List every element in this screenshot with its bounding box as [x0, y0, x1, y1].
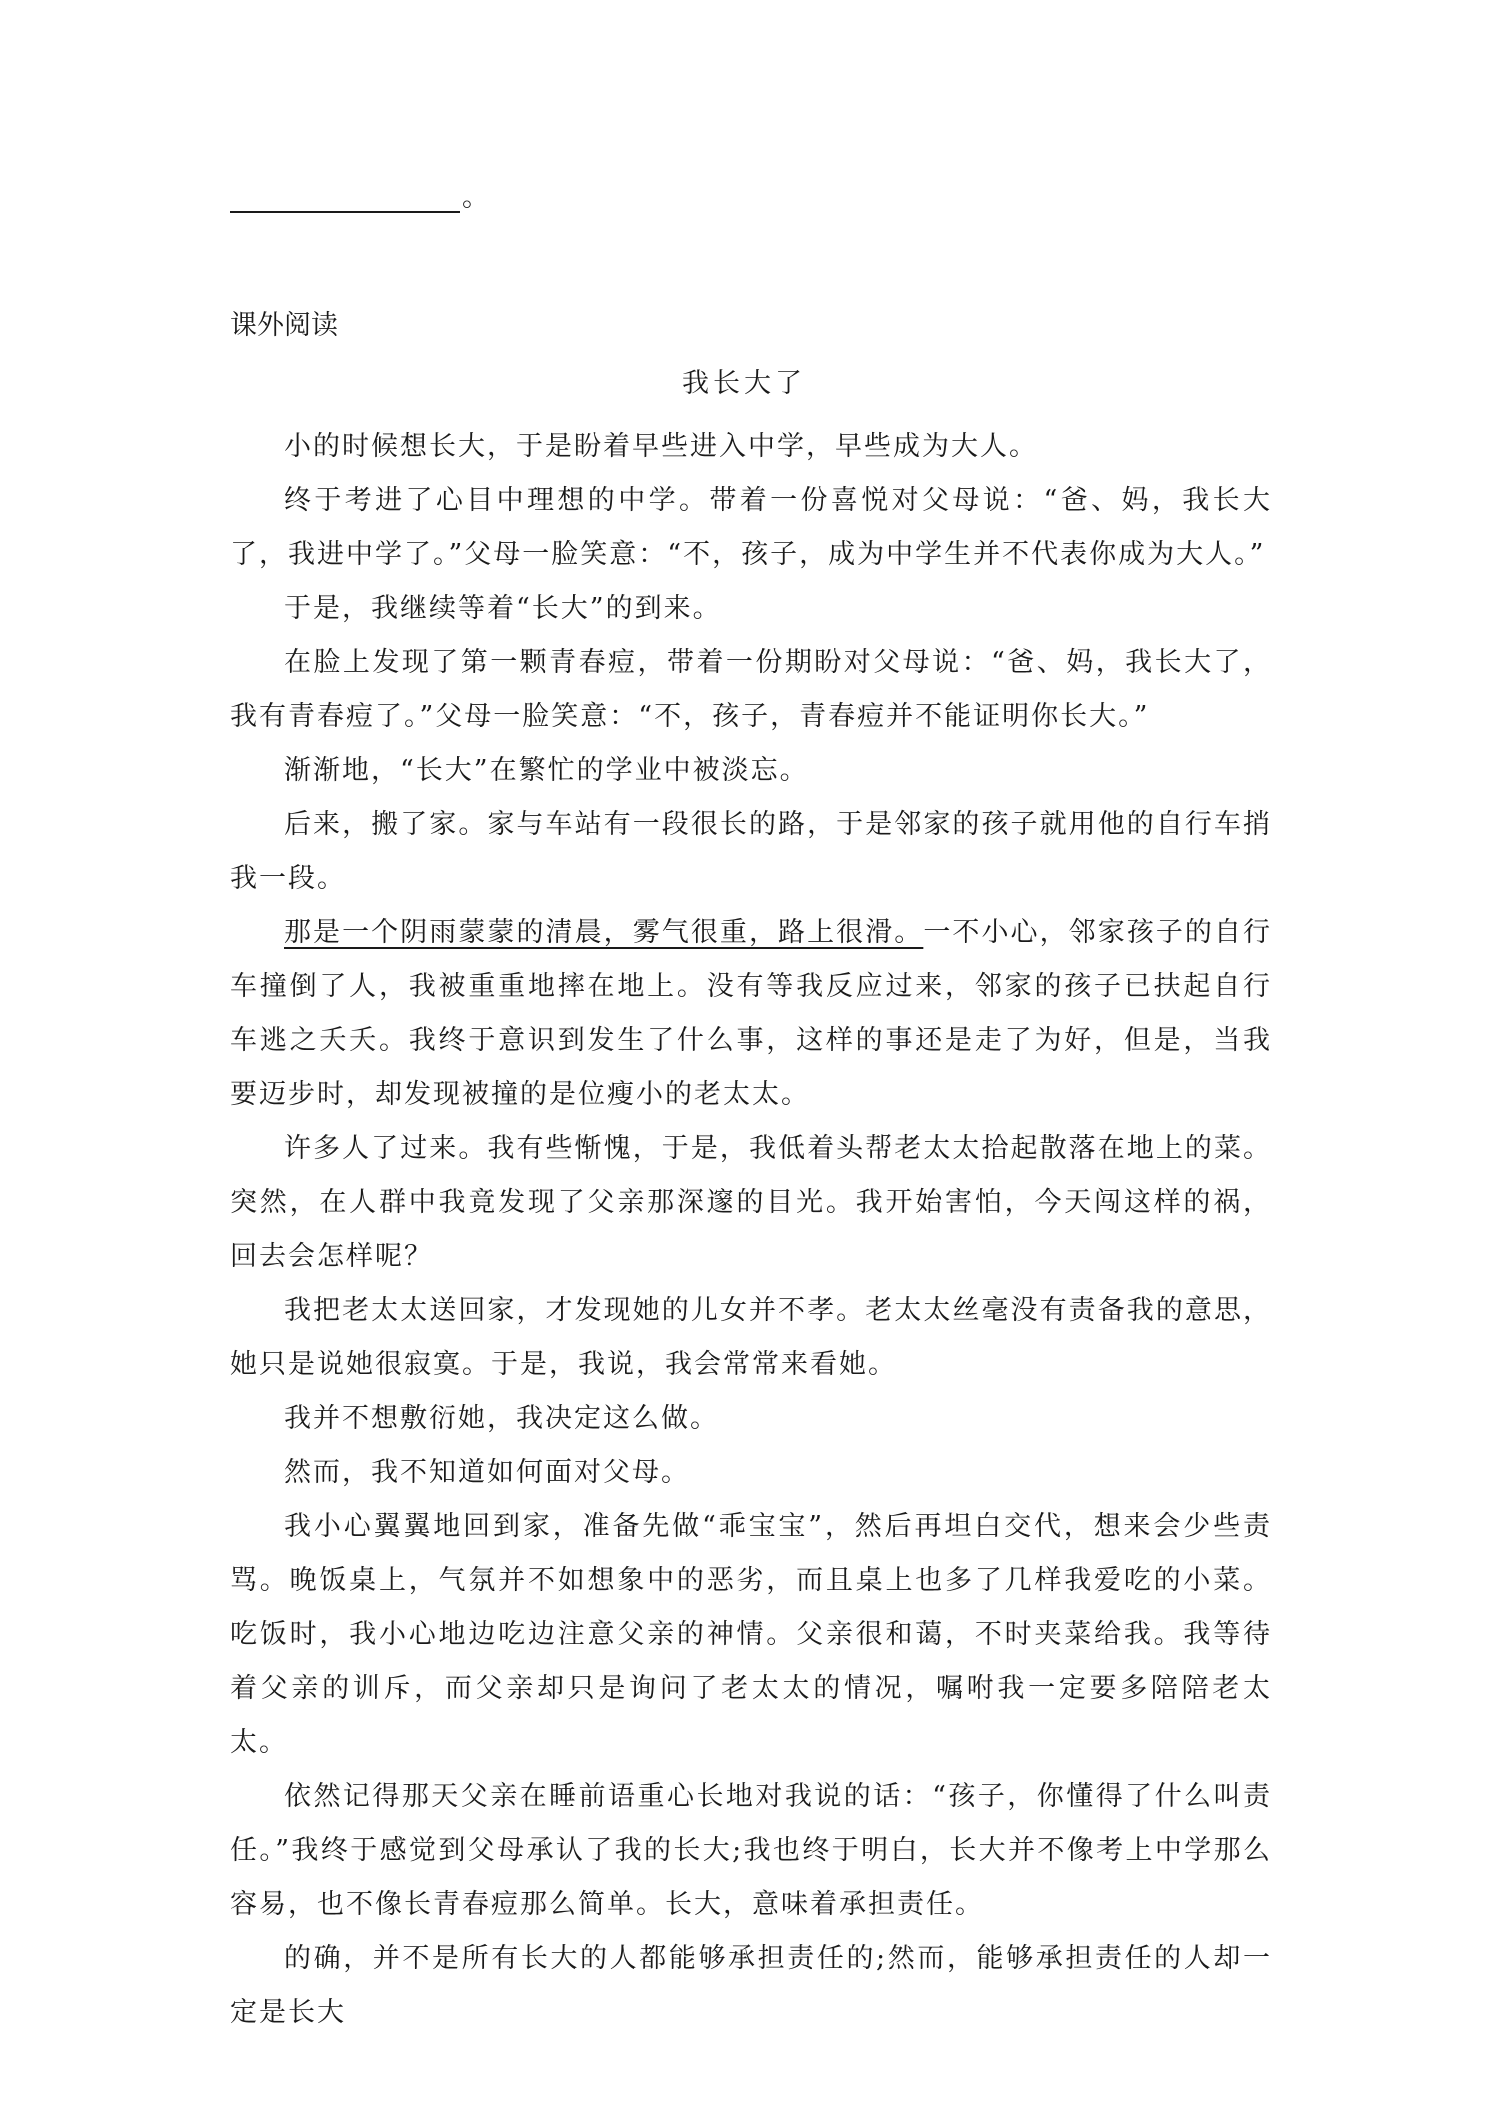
underlined-sentence: 那是一个阴雨蒙蒙的清晨，雾气很重，路上很滑。 — [284, 917, 924, 948]
paragraph: 我把老太太送回家，才发现她的儿女并不孝。老太太丝毫没有责备我的意思，她只是说她很寂寞。于是，我说，我会常常来看她。 — [230, 1295, 1272, 1380]
paragraph: 许多人了过来。我有些惭愧，于是，我低着头帮老太太拾起散落在地上的菜。突然，在人群中我竟发现了父亲那深邃的目光。我开始害怕，今天闯这样的祸，回去会怎样呢？ — [230, 1133, 1272, 1272]
paragraph: 我并不想敷衍她，我决定这么做。 — [284, 1403, 719, 1434]
paragraph: 依然记得那天父亲在睡前语重心长地对我说的话：“孩子，你懂得了什么叫责任。”我终于感觉到父母承认了我的长大;我也终于明白，长大并不像考上中学那么容易，也不像长青春痘那么简单。长大，意味着承担责任。 — [230, 1781, 1272, 1920]
paragraph: 的确，并不是所有长大的人都能够承担责任的;然而，能够承担责任的人却一定是长大 — [230, 1943, 1272, 2028]
paragraph: 后来，搬了家。家与车站有一段很长的路，于是邻家的孩子就用他的自行车捎我一段。 — [230, 809, 1272, 894]
section-label: 课外阅读 — [230, 310, 338, 341]
paragraph: 小的时候想长大，于是盼着早些进入中学，早些成为大人。 — [284, 431, 1038, 462]
paragraph: 于是，我继续等着“长大”的到来。 — [284, 593, 722, 624]
answer-blank-rule — [230, 187, 460, 213]
paragraph: 然而，我不知道如何面对父母。 — [284, 1457, 690, 1488]
paragraph: 渐渐地，“长大”在繁忙的学业中被淡忘。 — [284, 755, 809, 786]
paragraph: 那是一个阴雨蒙蒙的清晨，雾气很重，路上很滑。一不小心，邻家孩子的自行车撞倒了人，我被重重地摔在地上。没有等我反应过来，邻家的孩子已扶起自行车逃之夭夭。我终于意识到发生了什么事，这样的事还是走了为好，但是，当我要迈步时，却发现被撞的是位瘦小的老太太。 — [230, 917, 1273, 1110]
article-title: 我长大了 — [682, 368, 806, 399]
paragraph: 我小心翼翼地回到家，准备先做“乖宝宝”，然后再坦白交代，想来会少些责骂。晚饭桌上，气氛并不如想象中的恶劣，而且桌上也多了几样我爱吃的小菜。吃饭时，我小心地边吃边注意父亲的神情。父亲很和蔼，不时夹菜给我。我等待着父亲的训斥，而父亲却只是询问了老太太的情况，嘱咐我一定要多陪陪老太太。 — [230, 1511, 1272, 1758]
answer-blank — [230, 183, 489, 213]
paragraph: 终于考进了心目中理想的中学。带着一份喜悦对父母说：“爸、妈，我长大了，我进中学了。”父母一脸笑意：“不，孩子，成为中学生并不代表你成为大人。” — [230, 485, 1272, 570]
paragraph: 在脸上发现了第一颗青春痘，带着一份期盼对父母说：“爸、妈，我长大了，我有青春痘了。”父母一脸笑意：“不，孩子，青春痘并不能证明你长大。” — [230, 647, 1272, 732]
article-body — [230, 420, 1272, 2040]
answer-blank-punctuation: 。 — [462, 182, 489, 213]
